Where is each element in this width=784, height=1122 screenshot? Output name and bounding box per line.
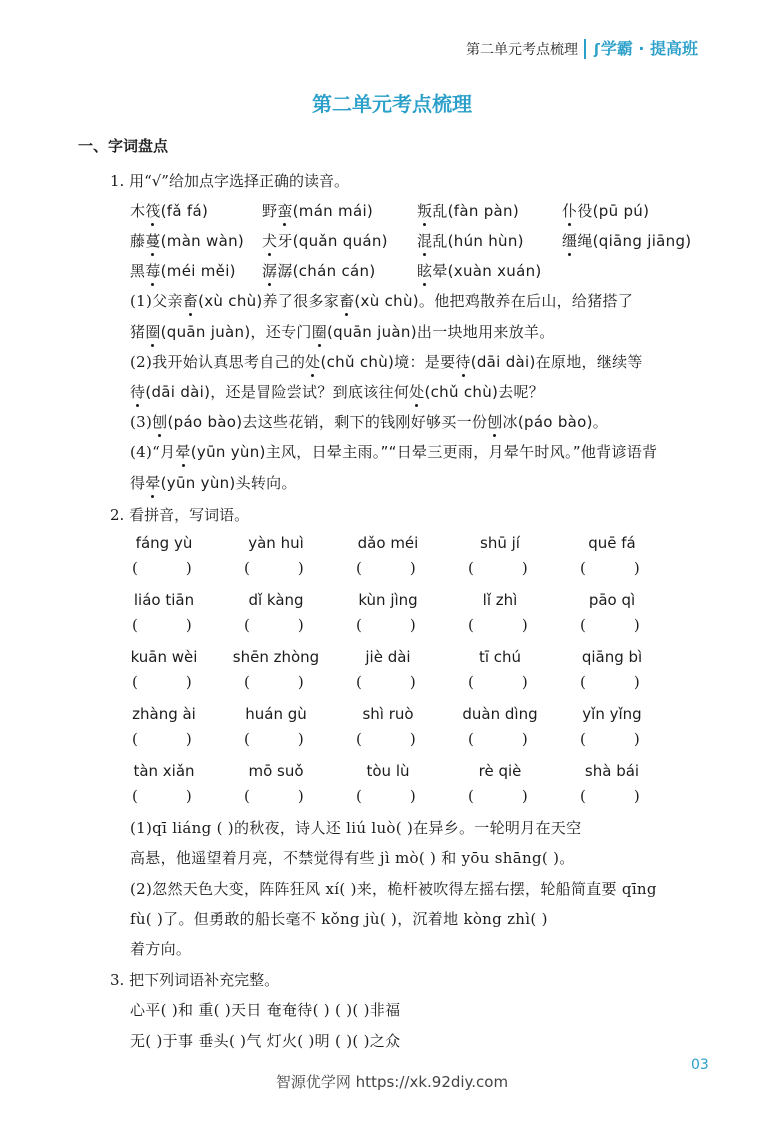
answer-blank[interactable]: ( ) (356, 559, 416, 577)
pinyin-cell: quē fá (588, 534, 636, 552)
answer-blank[interactable]: ( ) (244, 730, 304, 748)
question-1-title: 1. 用“√”给加点字选择正确的读音。 (110, 172, 349, 190)
pinyin-cell: zhàng ài (132, 705, 196, 723)
brand-text: 学霸 · 提高班 (600, 39, 699, 58)
answer-blank[interactable]: ( ) (244, 787, 304, 805)
pinyin-cell: qiāng bì (581, 648, 643, 666)
answer-blank[interactable]: ( ) (580, 673, 640, 691)
q1-item-mufa: 木筏(fǎ fá) (130, 202, 209, 220)
answer-blank[interactable]: ( ) (580, 787, 640, 805)
answer-blank[interactable]: ( ) (356, 673, 416, 691)
answer-blank[interactable]: ( ) (356, 787, 416, 805)
q1-paragraph-3: (3)刨(páo bào)去这些花销，剩下的钱刚好够买一份刨冰(páo bào)。 (130, 413, 609, 431)
q1-item-tengman: 藤蔓(màn wàn) (130, 232, 245, 250)
pinyin-cell: rè qiè (478, 762, 522, 780)
footer-watermark: 智源优学网 https://xk.92diy.com (275, 1073, 509, 1091)
answer-blank[interactable]: ( ) (468, 559, 528, 577)
q1-item-hunluan: 混乱(hún hùn) (417, 232, 524, 250)
answer-blank[interactable]: ( ) (468, 730, 528, 748)
pinyin-cell: tàn xiǎn (133, 762, 195, 780)
pinyin-cell: shì ruò (362, 705, 414, 723)
q1-item-xuanyun: 眩晕(xuàn xuán) (417, 262, 542, 280)
pinyin-cell: kuān wèi (130, 648, 198, 666)
question-3-title: 3. 把下列词语补充完整。 (110, 971, 280, 989)
q1-item-yeman: 野蛮(mán mái) (262, 202, 374, 220)
answer-blank[interactable]: ( ) (468, 787, 528, 805)
pinyin-cell: pāo qì (588, 591, 636, 609)
brand-logo (594, 36, 698, 59)
q1-item-quanya: 犬牙(quǎn quán) (262, 232, 388, 250)
answer-blank[interactable]: ( ) (580, 559, 640, 577)
question-2-title: 2. 看拼音，写词语。 (110, 506, 250, 524)
answer-blank[interactable]: ( ) (244, 673, 304, 691)
pinyin-cell: shēn zhòng (232, 648, 320, 666)
answer-blank[interactable]: ( ) (356, 616, 416, 634)
section-heading: 一、字词盘点 (78, 137, 169, 155)
answer-blank[interactable]: ( ) (132, 787, 192, 805)
answer-blank[interactable]: ( ) (580, 730, 640, 748)
header-divider (584, 39, 586, 59)
answer-blank[interactable]: ( ) (468, 673, 528, 691)
page-number: 03 (691, 1057, 709, 1073)
pinyin-cell: dǎo méi (357, 534, 419, 552)
pinyin-cell: yàn huì (248, 534, 304, 552)
q1-item-heimei: 黑莓(méi měi) (130, 262, 236, 280)
answer-blank[interactable]: ( ) (132, 616, 192, 634)
pinyin-cell: fáng yù (135, 534, 193, 552)
pinyin-cell: tī chú (478, 648, 522, 666)
q1-item-panluan: 叛乱(fàn pàn) (417, 202, 519, 220)
page-title: 第二单元考点梳理 (312, 92, 472, 116)
q2-sentence-2-line-2: fù( )了。但勇敢的船长毫不 kǒng jù( )，沉着地 kòng zhì( ) (130, 910, 548, 928)
pinyin-cell: shū jí (480, 534, 520, 552)
answer-blank[interactable]: ( ) (132, 673, 192, 691)
answer-blank[interactable]: ( ) (468, 616, 528, 634)
q2-sentence-1-line-1: (1)qī liáng ( )的秋夜，诗人还 liú luò( )在异乡。一轮明月在天空 (130, 819, 582, 837)
answer-blank[interactable]: ( ) (580, 616, 640, 634)
q1-paragraph-4-line-2: 得晕(yūn yùn)头转向。 (130, 474, 297, 492)
answer-blank[interactable]: ( ) (244, 559, 304, 577)
pinyin-cell: mō suǒ (248, 762, 304, 780)
q1-item-puyi: 仆役(pū pú) (562, 202, 650, 220)
answer-blank[interactable]: ( ) (244, 616, 304, 634)
pinyin-cell: shà bái (584, 762, 640, 780)
answer-blank[interactable]: ( ) (132, 559, 192, 577)
answer-blank[interactable]: ( ) (132, 730, 192, 748)
pinyin-cell: yǐn yǐng (582, 705, 642, 723)
pinyin-cell: dǐ kàng (248, 591, 304, 609)
q1-paragraph-2-line-1: (2)我开始认真思考自己的处(chǔ chù)境：是要待(dāi dài)在原地，继续等 (130, 353, 643, 371)
pinyin-cell: jiè dài (365, 648, 411, 666)
pinyin-cell: duàn dìng (462, 705, 538, 723)
pinyin-cell: liáo tiān (133, 591, 195, 609)
q2-sentence-2-line-3: 着方向。 (130, 940, 192, 958)
pinyin-cell: kùn jìng (358, 591, 418, 609)
q1-item-chanchan: 潺潺(chán cán) (262, 262, 376, 280)
q2-sentence-2-line-1: (2)忽然天色大变，阵阵狂风 xí( )来，桅杆被吹得左摇右摆，轮船简直要 qīng (130, 880, 657, 898)
answer-blank[interactable]: ( ) (356, 730, 416, 748)
q3-row-2: 无( )于事 垂头( )气 灯火( )明 ( )( )之众 (130, 1032, 401, 1050)
running-header-title: 第二单元考点梳理 (466, 42, 578, 58)
q1-paragraph-1-line-1: (1)父亲畜(xù chù)养了很多家畜(xù chù)。他把鸡散养在后山，给猪搭了 (130, 292, 634, 310)
brand-swoosh-icon: ʃ (594, 42, 600, 58)
q1-paragraph-4-line-1: (4)“月晕(yūn yùn)主风，日晕主雨。”“日晕三更雨，月晕午时风。”他背谚语背 (130, 443, 658, 461)
q3-row-1: 心平( )和 重( )天日 奄奄待( ) ( )( )非福 (130, 1001, 401, 1019)
q2-sentence-1-line-2: 高悬，他遥望着月亮，不禁觉得有些 jì mò( ) 和 yōu shāng( )。 (130, 849, 575, 867)
q1-paragraph-2-line-2: 待(dāi dài)，还是冒险尝试？到底该往何处(chǔ chù)去呢？ (130, 383, 545, 401)
pinyin-cell: lǐ zhì (482, 591, 518, 609)
pinyin-cell: huán gù (245, 705, 307, 723)
pinyin-cell: tòu lù (366, 762, 410, 780)
q1-paragraph-1-line-2: 猪圈(quān juàn)，还专门圈(quān juàn)出一块地用来放羊。 (130, 323, 555, 341)
q1-item-jiangsheng: 缰绳(qiāng jiāng) (562, 232, 692, 250)
